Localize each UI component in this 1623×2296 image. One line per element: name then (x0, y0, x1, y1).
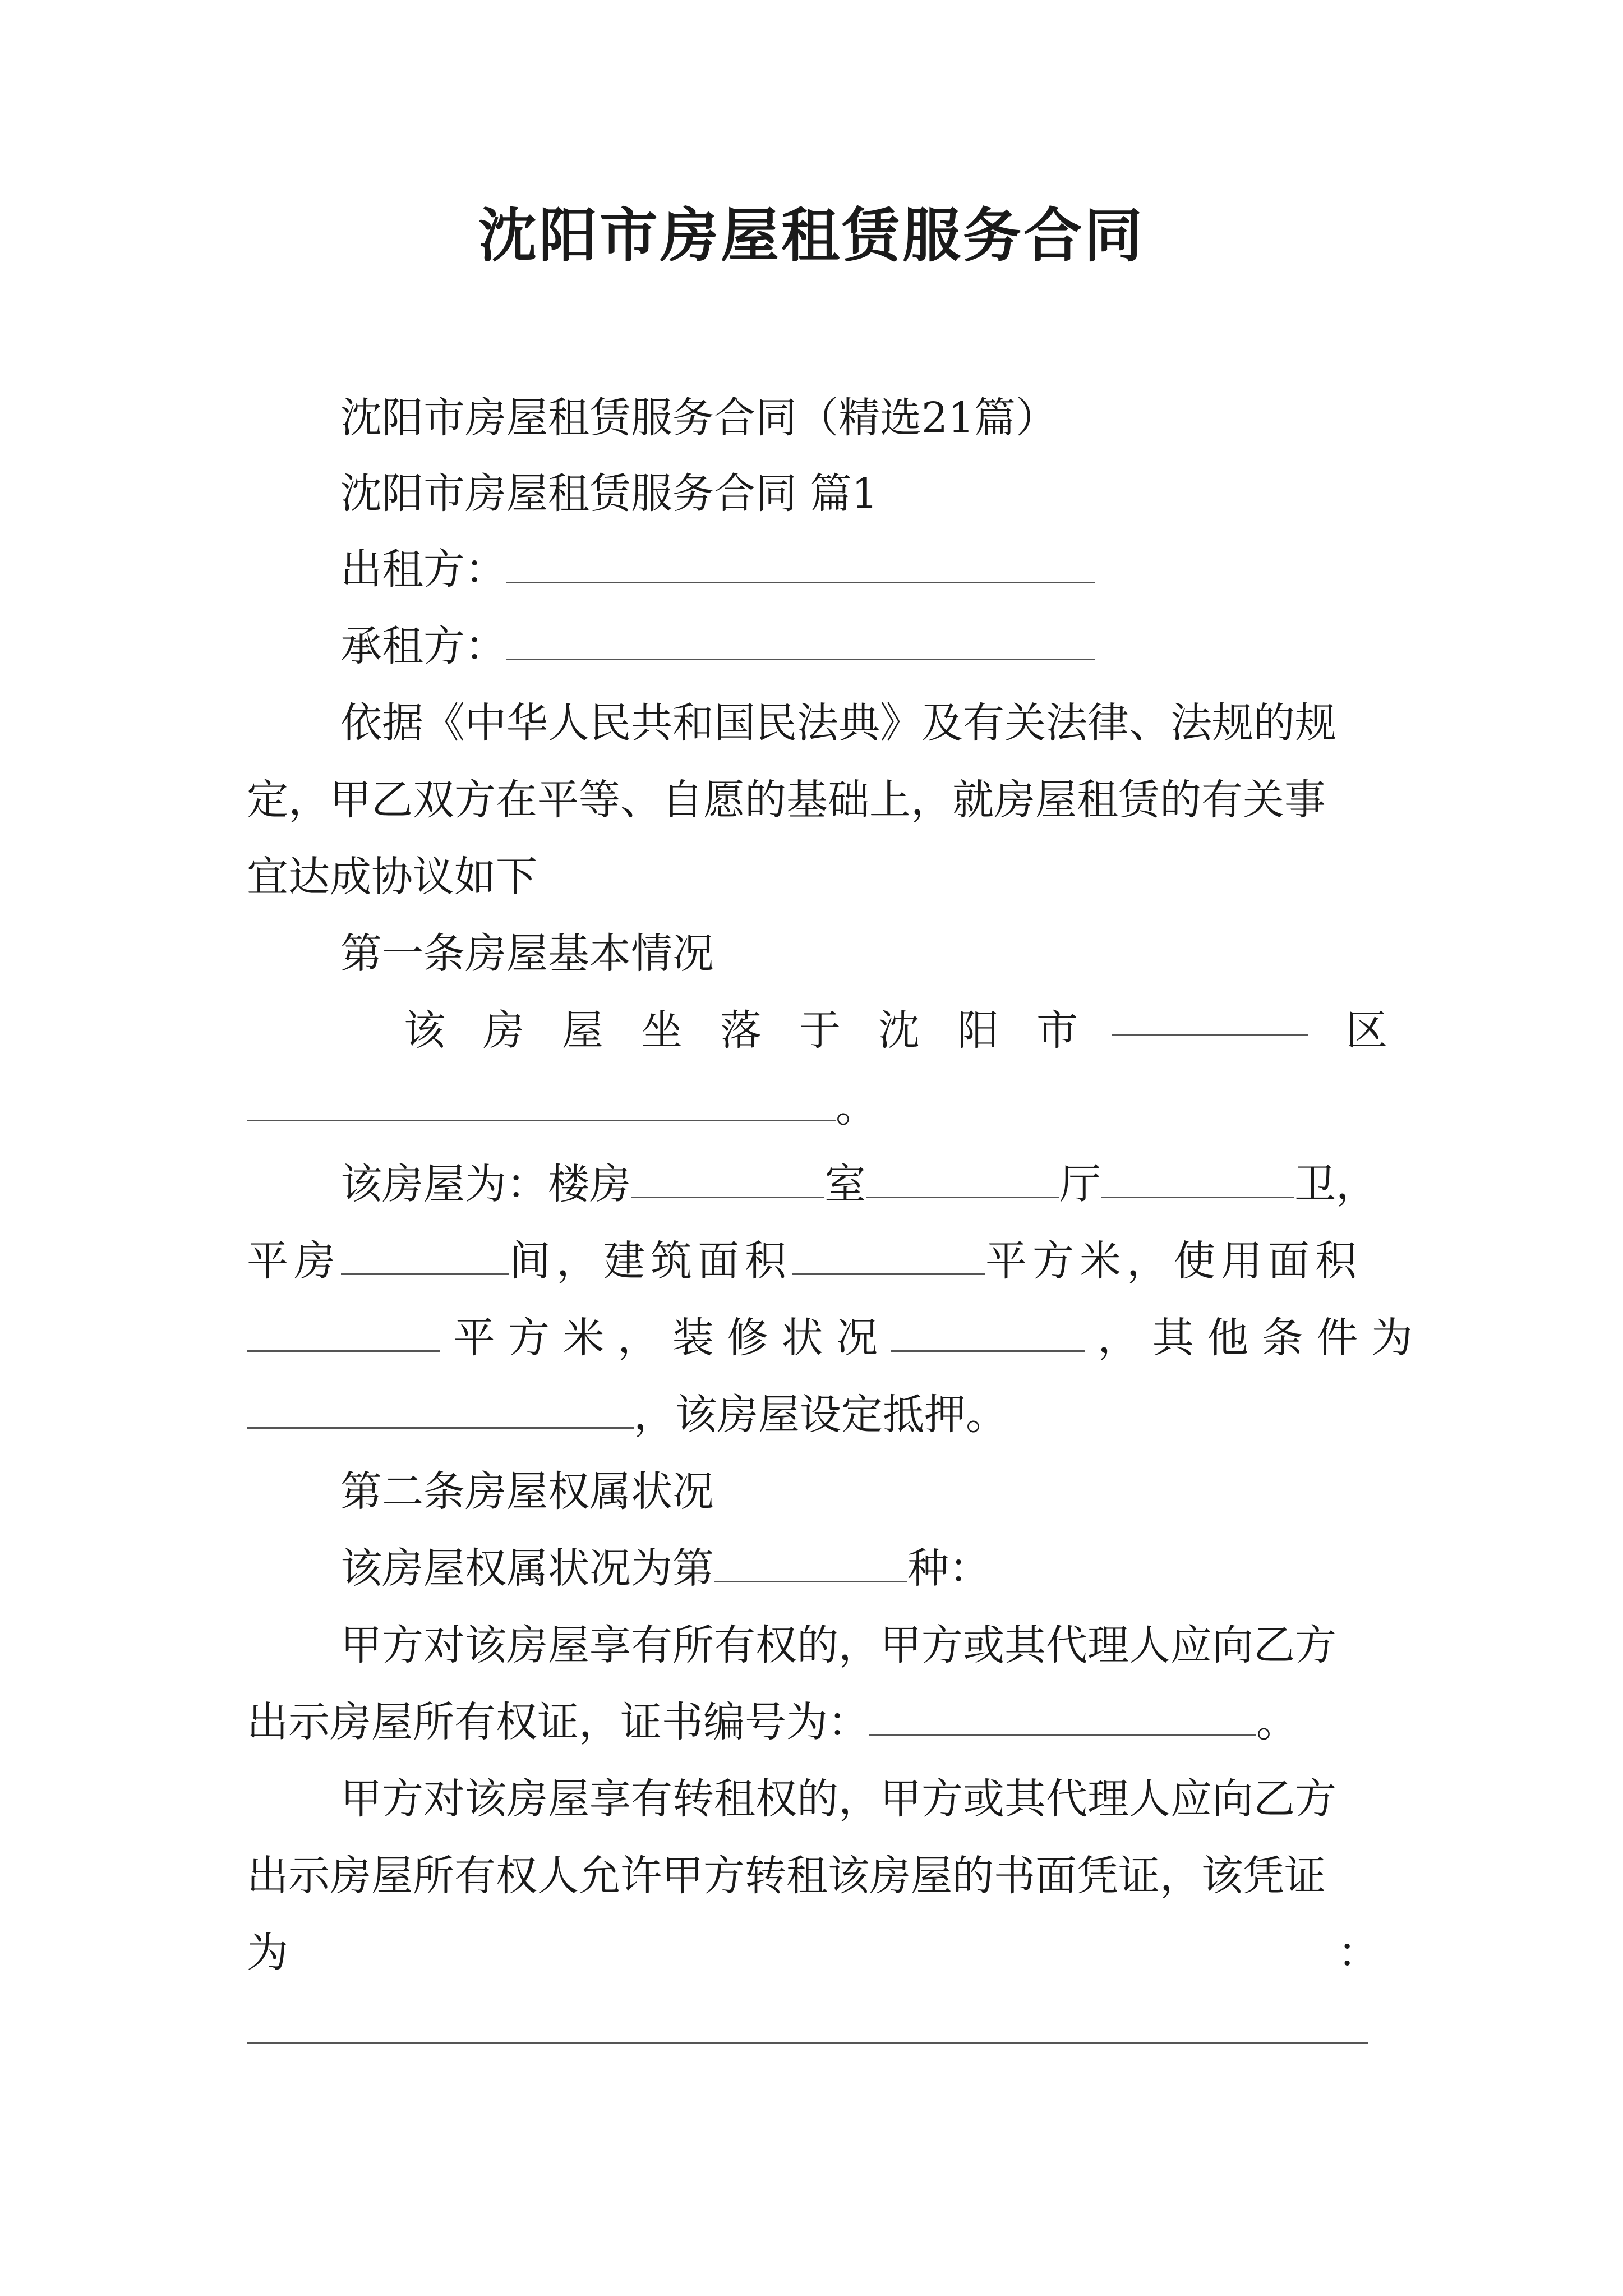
lessor-line (340, 539, 1095, 600)
sublease-line-1: 甲方对该房屋享有转租权的，甲方或其代理人应向乙方 (340, 1775, 1336, 1823)
usable-area-blank (247, 1315, 440, 1352)
lessee-label: 承租方： (340, 622, 506, 670)
usable-area-label: 平方米，使用面积 (985, 1237, 1362, 1285)
intro-line-3: 宜达成协议如下 (247, 853, 537, 901)
other-conditions-label: ， 其 他 条 件 为 (1098, 1314, 1413, 1362)
location-char: 该 (404, 1006, 445, 1055)
bungalow-label: 平房 (247, 1237, 341, 1285)
house-type-line (340, 1153, 1377, 1215)
ownership-type-label: 该房屋权属状况为第 (340, 1544, 714, 1593)
bath-label: 卫， (1294, 1160, 1377, 1208)
lessee-line (340, 615, 1095, 677)
location-char: 落 (720, 1006, 762, 1055)
article1-heading: 第一条房屋基本情况 (340, 930, 714, 978)
house-type-label: 该房屋为：楼房 (340, 1160, 631, 1208)
other-conditions-blank (247, 1392, 634, 1429)
mortgage-line (247, 1384, 1007, 1446)
location-end: 。 (836, 1083, 877, 1131)
document-subtitle: 沈阳市房屋租赁服务合同（精选21篇） (340, 394, 1058, 442)
ownership-type-blank (714, 1546, 907, 1582)
bungalow-blank (341, 1239, 509, 1275)
location-char: 沈 (878, 1006, 920, 1055)
intro-line-1: 依据《中华人民共和国民法典》及有关法律、法规的规 (340, 699, 1336, 747)
ownership-line-2 (247, 1691, 1298, 1753)
building-area-label: 间，建筑面积 (509, 1237, 792, 1285)
decoration-blank (891, 1315, 1085, 1352)
room-label: 室 (824, 1160, 866, 1208)
hall-label: 厅 (1059, 1160, 1101, 1208)
sublease-line-2: 出示房屋所有权人允许甲方转租该房屋的书面凭证，该凭证 (247, 1852, 1326, 1900)
area-line (247, 1230, 1362, 1292)
voucher-blank (247, 2042, 1368, 2044)
ownership-line-1: 甲方对该房屋享有所有权的，甲方或其代理人应向乙方 (340, 1621, 1336, 1669)
district-blank (1112, 1000, 1308, 1036)
part-heading: 沈阳市房屋租赁服务合同 篇1 (340, 470, 878, 518)
district-label: 区 (1346, 1006, 1387, 1055)
lessor-label: 出租方： (340, 545, 506, 593)
location-char: 市 (1036, 1006, 1078, 1055)
room-blank (631, 1162, 824, 1198)
location-char: 房 (483, 1006, 524, 1055)
ownership-type-line (340, 1538, 990, 1599)
address-blank (247, 1085, 836, 1121)
article2-heading: 第二条房屋权属状况 (340, 1467, 714, 1516)
hall-blank (866, 1162, 1059, 1198)
location-char: 于 (799, 1006, 841, 1055)
document-title: 沈阳市房屋租赁服务合同 (478, 201, 1145, 270)
location-char: 屋 (562, 1006, 603, 1055)
location-line-2 (247, 1076, 877, 1138)
intro-line-2: 定，甲乙双方在平等、自愿的基础上，就房屋租赁的有关事 (247, 776, 1326, 824)
location-char: 坐 (641, 1006, 683, 1055)
sublease-line-3: 为 (247, 1929, 288, 1977)
certificate-label: 出示房屋所有权证，证书编号为： (247, 1698, 869, 1746)
ownership-type-suffix: 种： (907, 1544, 990, 1593)
bath-blank (1101, 1162, 1294, 1198)
lessee-blank (506, 624, 1095, 660)
certificate-blank (869, 1700, 1256, 1736)
lessor-blank (506, 547, 1095, 583)
certificate-end: 。 (1256, 1698, 1298, 1746)
building-area-blank (792, 1239, 985, 1275)
decoration-label: 平 方 米 ， 装 修 状 况 (453, 1314, 878, 1362)
sublease-colon: ： (1338, 1929, 1379, 1977)
location-char: 阳 (957, 1006, 999, 1055)
mortgage-text: ，该房屋设定抵押。 (634, 1391, 1007, 1439)
decoration-line (247, 1307, 1413, 1369)
